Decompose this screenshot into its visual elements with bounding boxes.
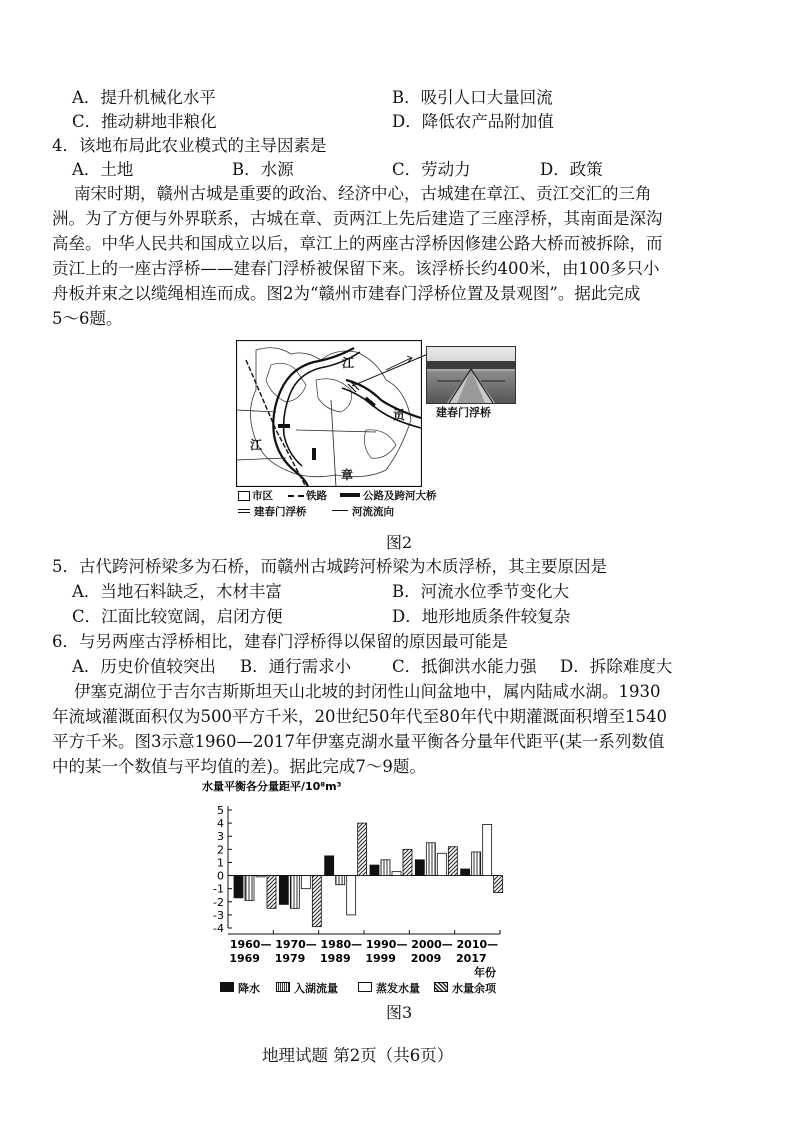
q4-option-c: C．劳动力 (392, 160, 471, 179)
x-tick-label: 1969 (229, 952, 260, 965)
passage2-line: 平方千米。图3示意1960—2017年伊塞克湖水量平衡各分量年代距平(某一系列数值 (52, 732, 665, 751)
legend-pontoon-label: 建春门浮桥 (254, 506, 307, 518)
y-axis-label: 水量平衡各分量距平/10⁸m³ (202, 780, 342, 793)
x-tick-label: 2017 (456, 952, 487, 965)
bridge-photo (426, 346, 516, 404)
bar-入湖流量 (426, 843, 435, 876)
x-tick-label: 2000— (411, 938, 453, 951)
legend-residual-swatch (434, 982, 448, 992)
chart-svg (200, 778, 520, 1000)
photo-caption: 建春门浮桥 (436, 406, 491, 419)
bar-蒸发水量 (256, 876, 265, 877)
bar-水量余项 (403, 849, 412, 875)
q5-option-d: D．地形地质条件较复杂 (392, 607, 571, 626)
figure3-chart (200, 778, 520, 1000)
y-tick-label: 2 (217, 843, 224, 857)
river-label-gong: 贡 (393, 408, 406, 422)
y-tick-label: -1 (213, 882, 224, 896)
x-tick-label: 1970— (275, 938, 317, 951)
bar-入湖流量 (290, 876, 299, 909)
bar-水量余项 (312, 876, 321, 927)
y-tick-label: 1 (217, 856, 224, 870)
legend-bridge-swatch (340, 493, 360, 497)
q5-option-b: B．河流水位季节变化大 (392, 582, 570, 601)
bridge-photo-drawing (427, 347, 515, 403)
legend-railway-label: 铁路 (306, 490, 327, 502)
q3-option-b: B．吸引人口大量回流 (392, 88, 553, 107)
legend-evap-swatch (358, 982, 372, 992)
passage1-line: 舟板并束之以缆绳相连而成。图2为“赣州市建春门浮桥位置及景观图”。据此完成 (52, 284, 641, 303)
figure3-caption: 图3 (386, 1003, 413, 1022)
passage1-line: 贡江上的一座古浮桥——建春门浮桥被保留下来。该浮桥长约400米，由100多只小 (52, 259, 660, 278)
bar-入湖流量 (245, 876, 254, 901)
passage2-line: 年流域灌溉面积仅为500平方千米，20世纪50年代至80年代中期灌溉面积增至1540 (52, 707, 667, 726)
q6-option-d: D．拆除难度大 (560, 657, 673, 676)
bar-入湖流量 (472, 852, 481, 876)
bar-降水 (234, 876, 243, 898)
legend-railway-swatch (288, 495, 304, 497)
passage1-line: 高垒。中华人民共和国成立以后，章江上的两座古浮桥因修建公路大桥而被拆除，而 (52, 234, 663, 253)
q4-stem: 4．该地布局此农业模式的主导因素是 (52, 136, 327, 155)
y-tick-label: 3 (217, 830, 224, 844)
bar-降水 (370, 865, 379, 875)
legend-urban-swatch (238, 491, 250, 501)
y-tick-label: -3 (213, 908, 224, 922)
q3-option-a: A．提升机械化水平 (72, 88, 216, 107)
q5-option-a: A．当地石料缺乏，木材丰富 (72, 582, 282, 601)
legend-pontoon-swatch (238, 509, 250, 513)
page-footer: 地理试题 第2页（共6页） (262, 1046, 454, 1065)
q6-option-b: B．通行需求小 (240, 657, 352, 676)
q4-option-b: B．水源 (232, 160, 294, 179)
legend-evap-label: 蒸发水量 (376, 982, 420, 995)
river-label-jiang: 江 (342, 356, 355, 370)
x-tick-label: 1990— (365, 938, 408, 951)
photo-pointer-line (352, 350, 432, 390)
passage1-line: 洲。为了方便与外界联系，古城在章、贡两江上先后建造了三座浮桥，其南面是深沟 (52, 209, 663, 228)
q5-stem: 5．古代跨河桥梁多为石桥，而赣州古城跨河桥梁为木质浮桥，其主要原因是 (52, 557, 607, 576)
bar-蒸发水量 (301, 876, 310, 889)
bar-降水 (279, 876, 288, 905)
legend-residual-label: 水量余项 (452, 982, 496, 995)
river-label-jiang-2: 江 (250, 438, 263, 452)
bar-入湖流量 (336, 876, 345, 885)
x-axis-label: 年份 (474, 966, 496, 979)
bar-入湖流量 (381, 860, 390, 876)
bar-水量余项 (494, 876, 503, 893)
passage1-line: 南宋时期，赣州古城是重要的政治、经济中心，古城建在章江、贡江交汇的三角 (74, 184, 652, 203)
bar-水量余项 (267, 876, 276, 909)
legend-inflow-swatch (276, 982, 290, 992)
q5-option-c: C．江面比较宽阔，启闭方便 (72, 607, 283, 626)
legend-bridge-label: 公路及跨河大桥 (363, 490, 437, 502)
y-tick-label: 4 (217, 817, 224, 831)
bar-水量余项 (448, 847, 457, 876)
y-tick-label: -2 (213, 895, 224, 909)
q6-option-a: A．历史价值较突出 (72, 657, 216, 676)
bar-降水 (415, 860, 424, 876)
x-tick-label: 1999 (365, 952, 396, 965)
x-tick-label: 2009 (410, 952, 442, 965)
q4-option-d: D．政策 (540, 160, 603, 179)
passage1-line: 5～6题。 (52, 309, 123, 328)
figure2-caption: 图2 (386, 533, 413, 552)
q4-option-a: A．土地 (72, 160, 134, 179)
y-tick-label: -4 (213, 922, 224, 935)
chart-legend (218, 980, 518, 998)
bar-蒸发水量 (437, 853, 446, 875)
x-tick-label: 1979 (274, 952, 306, 965)
q3-option-c: C．推动耕地非粮化 (72, 112, 217, 131)
y-tick-label: 0 (217, 869, 224, 883)
legend-inflow-label: 入湖流量 (294, 982, 338, 995)
river-label-zhang: 章 (341, 468, 354, 482)
figure2-legend (236, 488, 496, 522)
q6-option-c: C．抵御洪水能力强 (392, 657, 537, 676)
x-tick-label: 1980— (320, 938, 363, 951)
y-tick-label: 5 (217, 804, 224, 817)
x-tick-label: 2010— (456, 938, 499, 951)
bar-降水 (461, 869, 470, 876)
legend-precip-label: 降水 (238, 982, 260, 995)
legend-flow-swatch (332, 510, 348, 511)
passage2-line: 伊塞克湖位于吉尔吉斯斯坦天山北坡的封闭性山间盆地中，属内陆咸水湖。1930 (74, 682, 661, 701)
q6-stem: 6．与另两座古浮桥相比，建春门浮桥得以保留的原因最可能是 (52, 632, 508, 651)
bar-蒸发水量 (392, 872, 401, 876)
legend-urban-label: 市区 (252, 490, 273, 502)
x-tick-label: 1989 (320, 952, 351, 965)
bar-降水 (325, 856, 334, 876)
q3-option-d: D．降低农产品附加值 (392, 112, 554, 131)
passage2-line: 中的某一个数值与平均值的差)。据此完成7～9题。 (52, 757, 426, 776)
legend-flow-label: 河流流向 (352, 506, 394, 518)
bar-蒸发水量 (483, 824, 492, 875)
bar-蒸发水量 (347, 876, 356, 915)
legend-precip-swatch (220, 982, 234, 992)
x-tick-label: 1960— (229, 938, 272, 951)
bar-水量余项 (358, 823, 367, 875)
